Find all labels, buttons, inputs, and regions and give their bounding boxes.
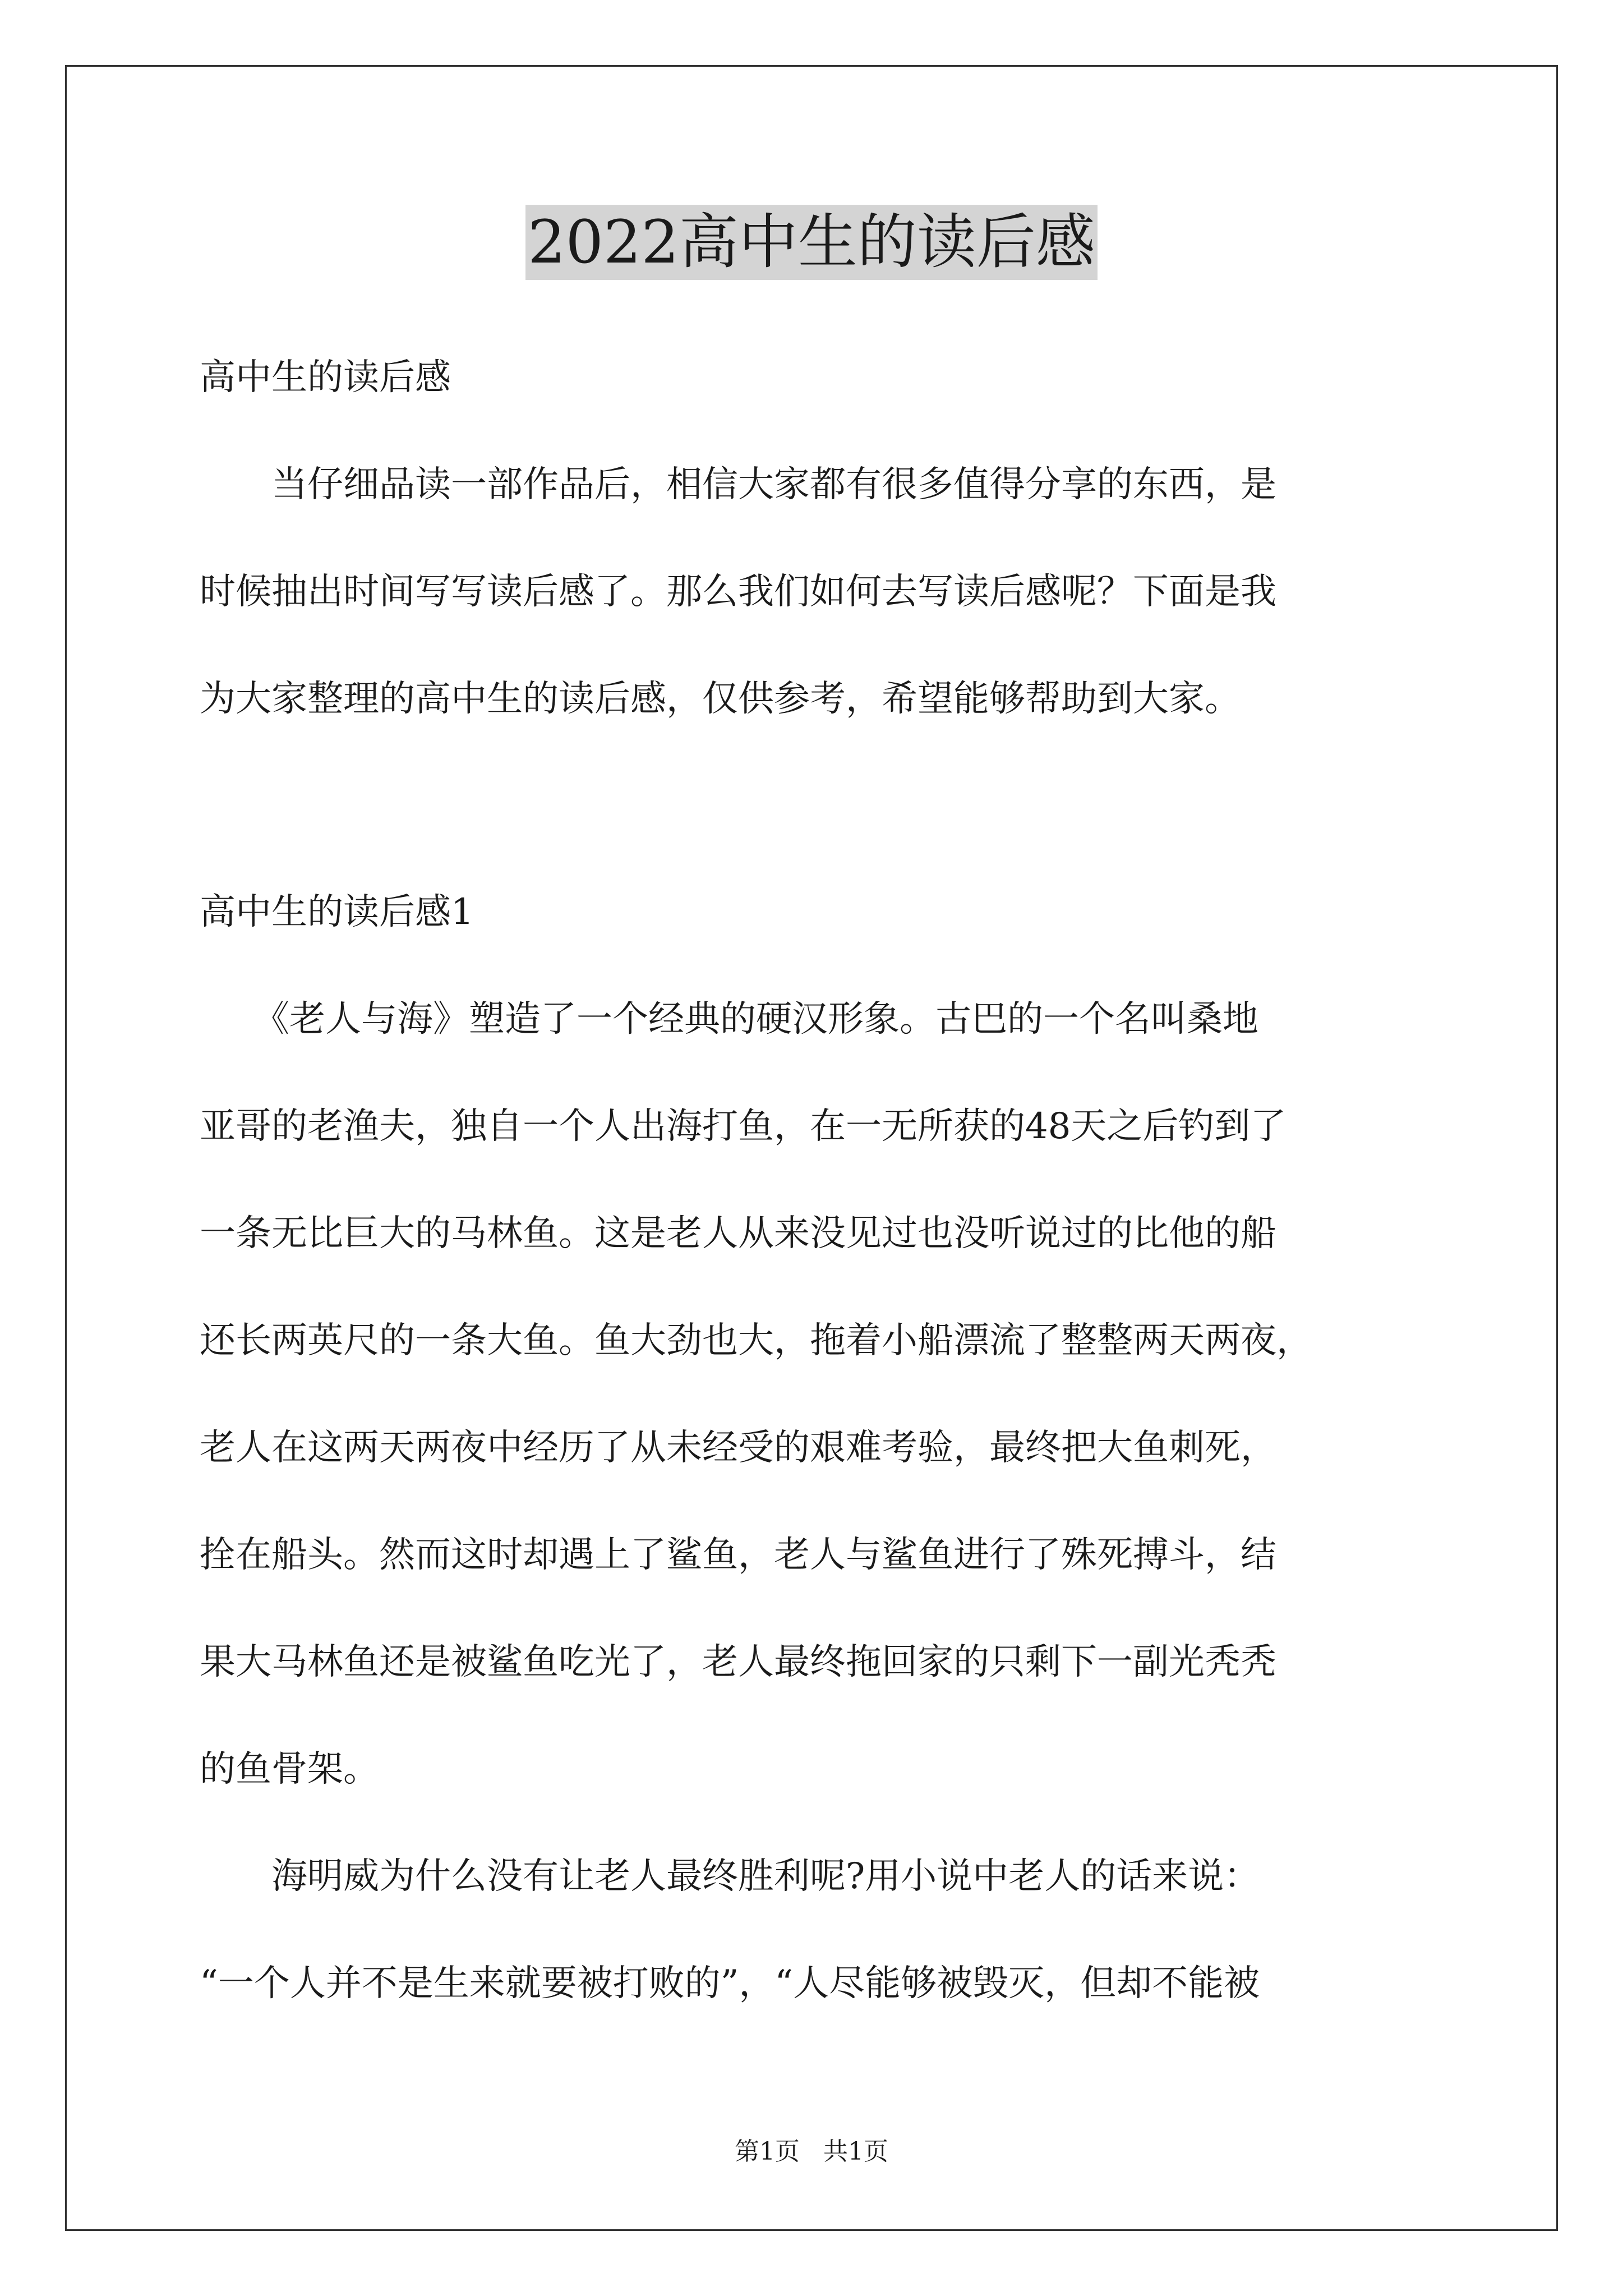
paragraph-line: 一条无比巨大的马林鱼。这是老人从来没见过也没听说过的比他的船	[200, 1213, 1276, 1254]
paragraph-line: 为大家整理的高中生的读后感，仅供参考，希望能够帮助到大家。	[200, 678, 1241, 720]
document-title: 2022高中生的读后感	[525, 205, 1098, 280]
paragraph-line: 拴在船头。然而这时却遇上了鲨鱼，老人与鲨鱼进行了殊死搏斗，结	[200, 1534, 1276, 1576]
paragraph-line: 海明威为什么没有让老人最终胜利呢?用小说中老人的话来说：	[200, 1856, 1260, 1897]
section-heading: 高中生的读后感1	[200, 891, 474, 933]
paragraph-line: 老人在这两天两夜中经历了从未经受的艰难考验，最终把大鱼刺死，	[200, 1427, 1276, 1469]
paragraph-line: 亚哥的老渔夫，独自一个人出海打鱼，在一无所获的48天之后钓到了	[200, 1106, 1287, 1147]
paragraph-line: 的鱼骨架。	[200, 1749, 379, 1790]
title-container	[0, 205, 1623, 280]
paragraph-line: “一个人并不是生来就要被打败的”，“人尽能够被毁灭，但却不能被	[200, 1963, 1260, 2004]
paragraph-line: 《老人与海》塑造了一个经典的硬汉形象。古巴的一个名叫桑地	[200, 999, 1258, 1040]
page-footer: 第1页 共1页	[735, 2137, 888, 2166]
paragraph-line: 时候抽出时间写写读后感了。那么我们如何去写读后感呢？下面是我	[200, 571, 1276, 613]
paragraph-line: 还长两英尺的一条大鱼。鱼大劲也大，拖着小船漂流了整整两天两夜，	[200, 1320, 1312, 1361]
section-heading: 高中生的读后感	[200, 357, 451, 398]
paragraph-line: 当仔细品读一部作品后，相信大家都有很多值得分享的东西，是	[200, 464, 1276, 505]
paragraph-line: 果大马林鱼还是被鲨鱼吃光了，老人最终拖回家的只剩下一副光秃秃	[200, 1641, 1276, 1683]
